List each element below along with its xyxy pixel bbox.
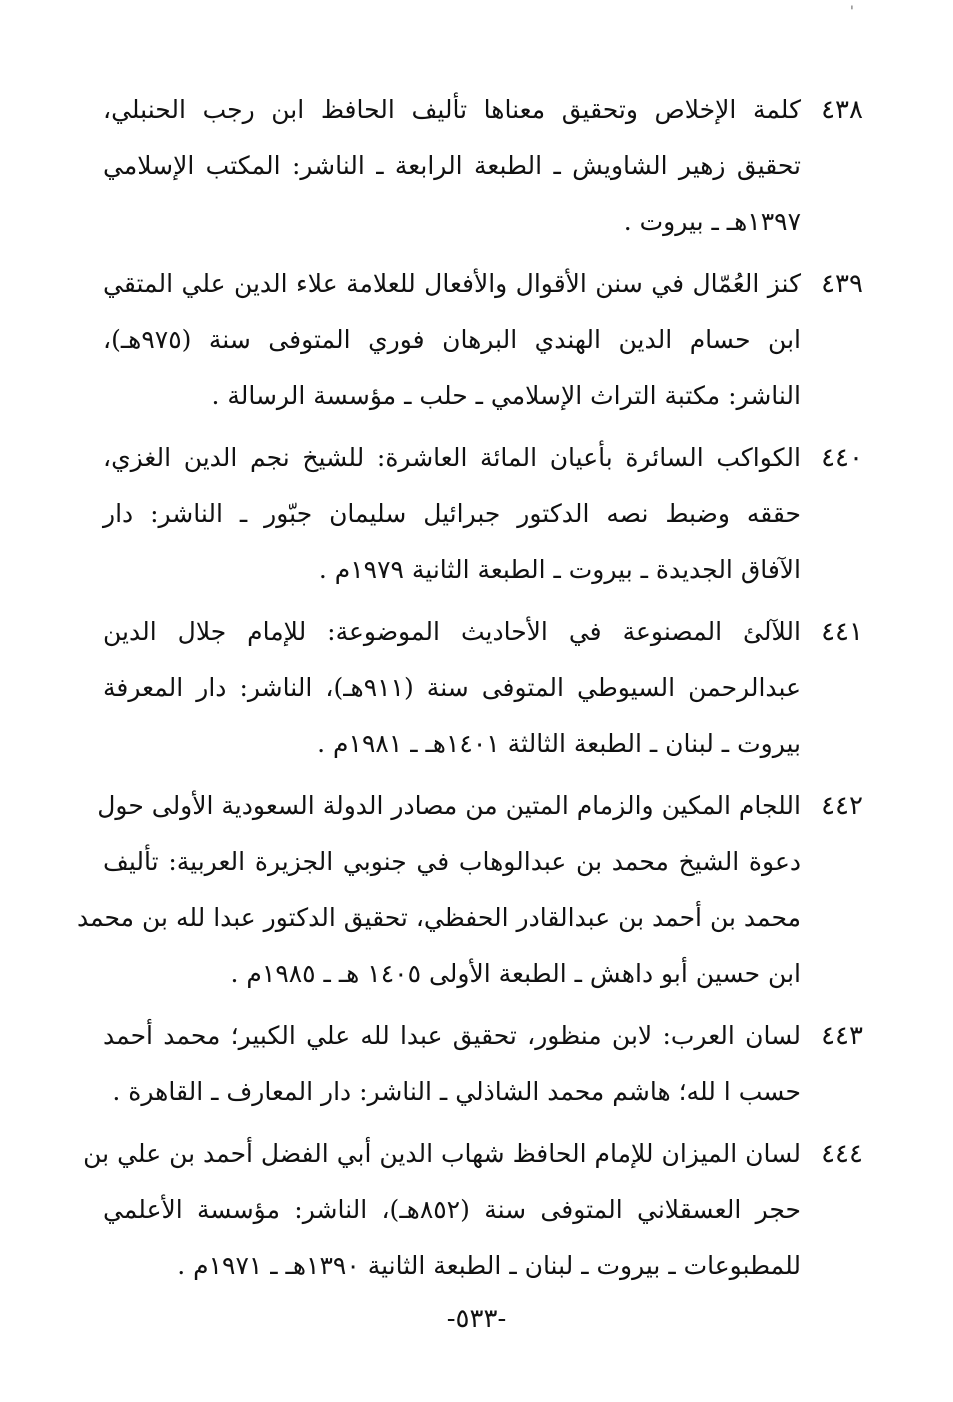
entry-line: بيروت ـ لبنان ـ الطبعة الثالثة ١٤٠١هـ ـ ١٩٨١م . <box>317 729 801 758</box>
entry-text <box>103 604 801 772</box>
entry-line: الكواكب السائرة بأعيان المائة العاشرة: للشيخ نجم الدين الغزي، <box>103 443 801 472</box>
bibliography-entry <box>103 256 863 424</box>
entry-number: ٤٣٩ <box>821 269 863 299</box>
bibliography-entry <box>103 82 863 250</box>
entry-line: اللآلئ المصنوعة في الأحاديث الموضوعة: للإمام جلال الدين <box>103 617 801 646</box>
bibliography-entry <box>103 1008 863 1120</box>
entry-line: دعوة الشيخ محمد بن عبدالوهاب في جنوبي الجزيرة العربية: تأليف <box>103 847 801 876</box>
bibliography-entry <box>103 604 863 772</box>
entry-number: ٤٤٢ <box>821 791 863 821</box>
entry-text <box>76 778 801 1002</box>
entry-line: الآفاق الجديدة ـ بيروت ـ الطبعة الثانية ١٩٧٩م . <box>318 555 801 584</box>
bibliography-entry <box>76 778 863 1002</box>
entry-line: كنز العُمّال في سنن الأقوال والأفعال للعلامة علاء الدين علي المتقي <box>103 269 801 298</box>
entry-line: حجر العسقلاني المتوفى سنة (٨٥٢هـ)، الناشر: مؤسسة الأعلمي <box>103 1195 801 1224</box>
entry-line: لسان الميزان للإمام الحافظ شهاب الدين أبي الفضل أحمد بن علي بن <box>83 1139 801 1168</box>
bibliography-list <box>76 82 863 1300</box>
entry-line: ابن حسام الدين الهندي البرهان فوري المتوفى سنة (٩٧٥هـ)، <box>103 325 801 354</box>
entry-line: حسب ا لله؛ هاشم محمد الشاذلي ـ الناشر: دار المعارف ـ القاهرة . <box>112 1077 801 1106</box>
entry-text <box>103 256 801 424</box>
entry-line: ١٣٩٧هـ ـ بيروت . <box>623 207 801 236</box>
entry-line: تحقيق زهير الشاويش ـ الطبعة الرابعة ـ الناشر: المكتب الإسلامي <box>103 151 801 180</box>
entry-line: محمد بن أحمد بن عبدالقادر الحفظي، تحقيق الدكتور عبدا لله بن محمد <box>76 903 801 932</box>
page-number: -٥٣٣- <box>446 1304 507 1334</box>
entry-line: الناشر: مكتبة التراث الإسلامي ـ حلب ـ مؤسسة الرسالة . <box>211 381 801 410</box>
entry-number: ٤٤٠ <box>821 443 863 473</box>
entry-number: ٤٤٣ <box>821 1021 863 1051</box>
entry-line: للمطبوعات ـ بيروت ـ لبنان ـ الطبعة الثانية ١٣٩٠هـ ـ ١٩٧١م . <box>177 1251 801 1280</box>
bibliography-entry <box>103 430 863 598</box>
entry-text <box>103 430 801 598</box>
entry-line: اللجام المكين والزمام المتين من مصادر الدولة السعودية الأولى حول <box>97 791 801 820</box>
entry-line: عبدالرحمن السيوطي المتوفى سنة (٩١١هـ)، الناشر: دار المعرفة <box>103 673 801 702</box>
entry-line: لسان العرب: لابن منظور، تحقيق عبدا لله علي الكبير؛ محمد أحمد <box>103 1021 801 1050</box>
entry-number: ٤٣٨ <box>821 95 863 125</box>
bibliography-entry <box>83 1126 863 1294</box>
entry-line: ابن حسين أبو داهش ـ الطبعة الأولى ١٤٠٥ هـ ـ ١٩٨٥م . <box>230 959 801 988</box>
entry-number: ٤٤٤ <box>821 1139 863 1169</box>
corner-mark: ' <box>850 4 854 20</box>
entry-text <box>103 1008 801 1120</box>
entry-text <box>103 82 801 250</box>
entry-line: حققه وضبط نصه الدكتور جبرائيل سليمان جبّور ـ الناشر: دار <box>103 499 801 528</box>
entry-line: كلمة الإخلاص وتحقيق معناها تأليف الحافظ ابن رجب الحنبلي، <box>103 95 801 124</box>
entry-number: ٤٤١ <box>821 617 863 647</box>
entry-text <box>83 1126 801 1294</box>
